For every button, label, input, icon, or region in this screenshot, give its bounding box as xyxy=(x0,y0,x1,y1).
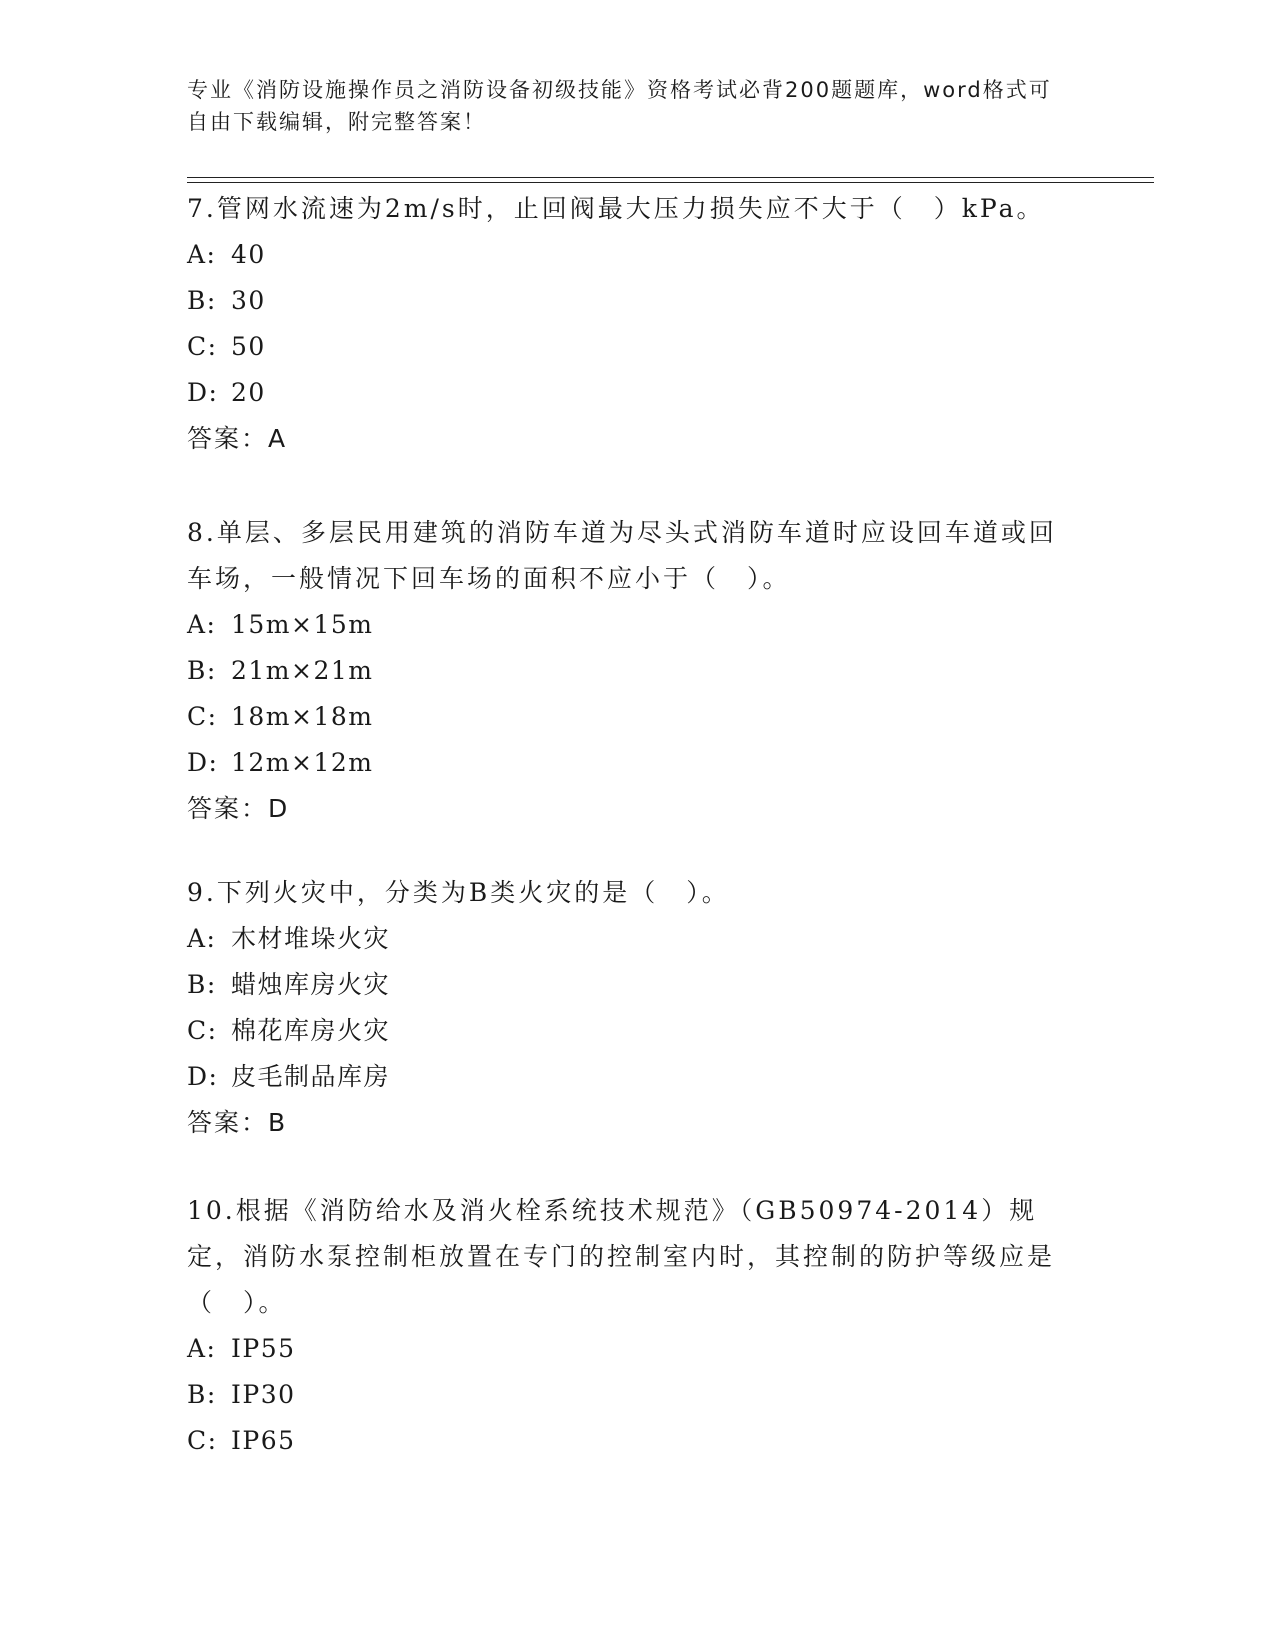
option-b xyxy=(187,648,1067,694)
option-text: 30 xyxy=(231,286,266,315)
option-d xyxy=(187,740,1067,786)
option-key: C: xyxy=(187,702,218,731)
option-key: A: xyxy=(187,610,217,639)
header-divider xyxy=(187,177,1154,183)
question-10 xyxy=(187,1188,1067,1464)
option-a xyxy=(187,916,1067,962)
option-text: IP65 xyxy=(231,1426,296,1455)
option-a xyxy=(187,1326,1067,1372)
option-text: 12m×12m xyxy=(231,748,374,777)
option-c xyxy=(187,694,1067,740)
option-key: C: xyxy=(187,1426,218,1455)
option-key: D: xyxy=(187,748,219,777)
answer-label: 答案：D xyxy=(187,794,290,823)
option-text: 40 xyxy=(231,240,266,269)
option-text: IP30 xyxy=(231,1380,296,1409)
option-text: 木材堆垛火灾 xyxy=(231,924,391,953)
question-stem: 10.根据《消防给水及消火栓系统技术规范》（GB50974-2014）规定，消防水泵控制柜放置在专门的控制室内时，其控制的防护等级应是（ ）。 xyxy=(187,1196,1056,1317)
option-key: A: xyxy=(187,924,217,953)
option-a xyxy=(187,232,1067,278)
option-text: 20 xyxy=(231,378,266,407)
option-c xyxy=(187,324,1067,370)
option-text: 18m×18m xyxy=(231,702,374,731)
option-key: C: xyxy=(187,332,218,361)
option-key: D: xyxy=(187,1062,219,1091)
option-key: B: xyxy=(187,970,217,999)
question-7 xyxy=(187,186,1067,462)
option-b xyxy=(187,962,1067,1008)
option-d xyxy=(187,1054,1067,1100)
option-text: 棉花库房火灾 xyxy=(231,1016,391,1045)
option-c xyxy=(187,1008,1067,1054)
option-text: IP55 xyxy=(231,1334,296,1363)
question-stem: 7.管网水流速为2m/s时，止回阀最大压力损失应不大于（ ）kPa。 xyxy=(187,194,1045,223)
option-text: 皮毛制品库房 xyxy=(231,1062,391,1091)
option-text: 21m×21m xyxy=(231,656,374,685)
document-intro: 专业《消防设施操作员之消防设备初级技能》资格考试必背200题题库，word格式可自由下载编辑，附完整答案！ xyxy=(187,78,1052,134)
answer-label: 答案：A xyxy=(187,424,288,453)
option-key: D: xyxy=(187,378,219,407)
option-c xyxy=(187,1418,1067,1464)
answer-label: 答案：B xyxy=(187,1108,288,1137)
question-stem: 9.下列火灾中，分类为B类火灾的是（ ）。 xyxy=(187,878,730,907)
option-text: 50 xyxy=(231,332,266,361)
option-b xyxy=(187,1372,1067,1418)
option-key: A: xyxy=(187,240,217,269)
option-key: B: xyxy=(187,286,217,315)
question-9 xyxy=(187,870,1067,1146)
option-key: A: xyxy=(187,1334,217,1363)
option-text: 蜡烛库房火灾 xyxy=(231,970,391,999)
option-b xyxy=(187,278,1067,324)
option-key: C: xyxy=(187,1016,218,1045)
option-text: 15m×15m xyxy=(231,610,374,639)
question-8 xyxy=(187,510,1067,832)
option-key: B: xyxy=(187,656,217,685)
question-stem: 8.单层、多层民用建筑的消防车道为尽头式消防车道时应设回车道或回车场，一般情况下回车场的面积不应小于（ ）。 xyxy=(187,518,1057,593)
option-key: B: xyxy=(187,1380,217,1409)
option-d xyxy=(187,370,1067,416)
option-a xyxy=(187,602,1067,648)
